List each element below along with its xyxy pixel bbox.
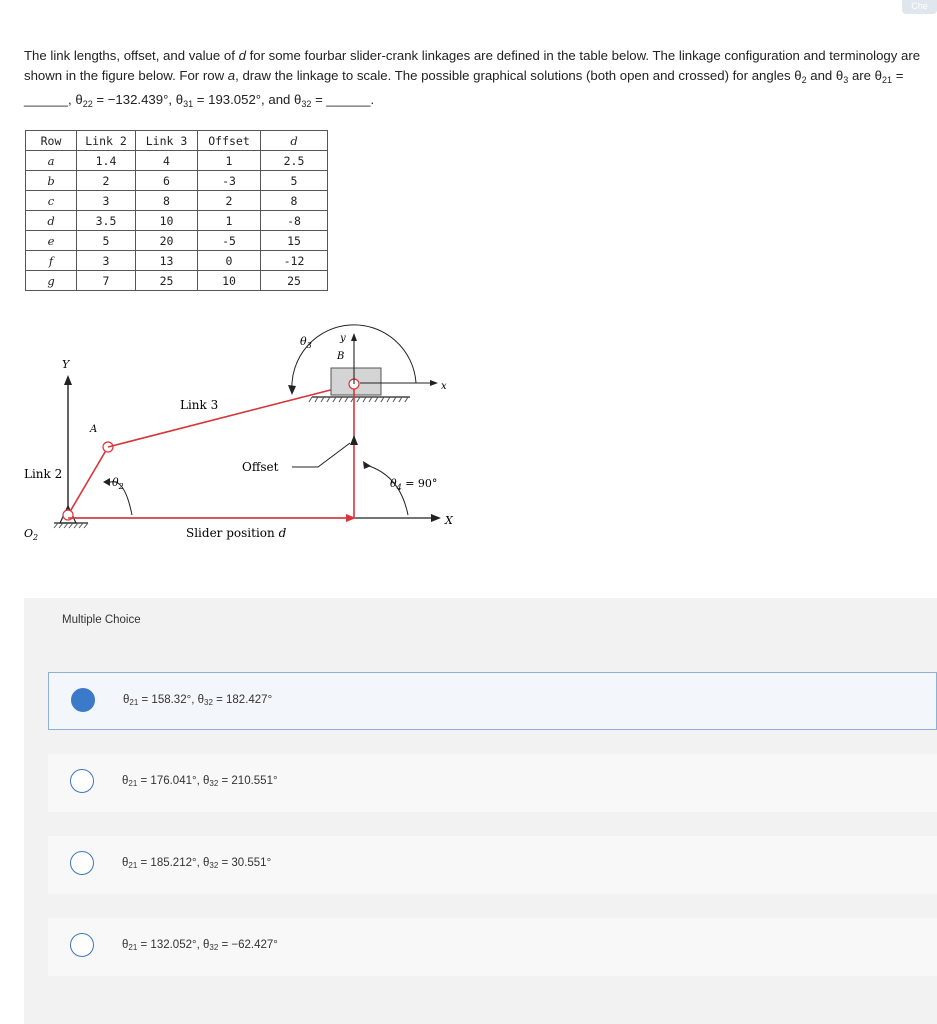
offset-leader	[292, 443, 350, 467]
table-cell: 13	[136, 251, 198, 271]
header-row: Row	[26, 131, 77, 151]
table-row	[26, 151, 328, 171]
local-x-arrow	[430, 380, 438, 386]
slider-position-label: Slider position d	[186, 526, 287, 540]
multiple-choice-label: Multiple Choice	[62, 614, 141, 626]
table-row-label: d	[26, 211, 77, 231]
table-cell: 5	[261, 171, 328, 191]
question-text: The link lengths, offset, and value of d for some fourbar slider-crank linkages are defined in the table below. The linkage configuration and terminology are shown in the figure below. For row a, draw the linkage to scale. The possible graphical solutions (both open and crossed) for angles $\theta_2$ and $\theta_3$ are $\theta_{21}$ = ______, $\theta_{22} = -132.439^\circ$, $\theta_{31} = 193.052^\circ$, and $\theta_{32}$ = ______.	[24, 48, 921, 109]
table-cell: 10	[198, 271, 261, 291]
table-cell: 3	[77, 251, 136, 271]
table-cell: 20	[136, 231, 198, 251]
table-cell: -3	[198, 171, 261, 191]
x-axis-arrow	[431, 514, 441, 522]
theta4-label: $\theta_4 = 90^\circ$	[390, 477, 438, 492]
table-row-label: e	[26, 231, 77, 251]
table-row	[26, 271, 328, 291]
table-row	[26, 231, 328, 251]
theta2-label: $\theta_2$	[112, 476, 124, 491]
offset-label: Offset	[242, 460, 279, 474]
radio-button-3[interactable]	[70, 851, 94, 875]
table-cell: 2	[198, 191, 261, 211]
table-cell: 6	[136, 171, 198, 191]
check-button[interactable]: Che	[902, 0, 937, 14]
local-y-arrow	[351, 333, 357, 341]
header-offset: Offset	[198, 131, 261, 151]
link3-label: Link 3	[180, 398, 219, 412]
table-cell: 25	[136, 271, 198, 291]
table-row	[26, 171, 328, 191]
table-cell: 2.5	[261, 151, 328, 171]
answer-option-1[interactable]	[48, 672, 937, 730]
answer-option-4[interactable]	[48, 918, 937, 976]
radio-button-1[interactable]	[71, 688, 95, 712]
local-y-label: y	[340, 333, 346, 344]
table-cell: 7	[77, 271, 136, 291]
table-cell: 5	[77, 231, 136, 251]
link3-line	[108, 384, 354, 447]
table-row-label: a	[26, 151, 77, 171]
radio-button-2[interactable]	[70, 769, 94, 793]
theta2-arrow-icon	[103, 478, 110, 486]
table-cell: 1.4	[77, 151, 136, 171]
slider-ground-hatch	[309, 397, 408, 402]
table-header-row	[26, 131, 328, 151]
link2-label: Link 2	[24, 467, 63, 481]
local-x-label: x	[441, 381, 447, 392]
o2-label: $O_2$	[24, 527, 39, 542]
theta3-arrow-icon	[288, 385, 296, 395]
table-row	[26, 251, 328, 271]
y-axis-label: Y	[62, 358, 70, 371]
linkage-table	[25, 130, 328, 291]
theta3-label: $\theta_3$	[300, 335, 312, 350]
answer-option-2-text: $\theta_{21} = 176.041^\circ$, $\theta_{32} = 210.551^\circ$	[122, 775, 278, 788]
answer-option-1-text: $\theta_{21} = 158.32^\circ$, $\theta_{32} = 182.427^\circ$	[123, 694, 273, 707]
header-link3: Link 3	[136, 131, 198, 151]
table-row-label: b	[26, 171, 77, 191]
table-row	[26, 211, 328, 231]
table-cell: 1	[198, 151, 261, 171]
point-a-label: A	[90, 424, 98, 435]
table-cell: 8	[136, 191, 198, 211]
table-cell: -8	[261, 211, 328, 231]
table-cell: 0	[198, 251, 261, 271]
table-cell: -5	[198, 231, 261, 251]
theta4-arrow-icon	[363, 461, 371, 469]
table-cell: 8	[261, 191, 328, 211]
table-cell: 3.5	[77, 211, 136, 231]
table-cell: 3	[77, 191, 136, 211]
link2-line	[68, 447, 108, 515]
answer-option-4-text: $\theta_{21} = 132.052^\circ$, $\theta_{32} = -62.427^\circ$	[122, 939, 278, 952]
table-row-label: c	[26, 191, 77, 211]
table-cell: 2	[77, 171, 136, 191]
table-cell: -12	[261, 251, 328, 271]
linkage-diagram	[20, 325, 453, 555]
y-axis-arrow	[64, 375, 72, 385]
table-cell: 15	[261, 231, 328, 251]
table-cell: 25	[261, 271, 328, 291]
table-cell: 4	[136, 151, 198, 171]
table-row-label: g	[26, 271, 77, 291]
table-cell: 10	[136, 211, 198, 231]
answer-option-2[interactable]	[48, 754, 937, 812]
header-d: d	[261, 131, 328, 151]
answer-option-3-text: $\theta_{21} = 185.212^\circ$, $\theta_{32} = 30.551^\circ$	[122, 857, 272, 870]
offset-arrow-up	[350, 435, 358, 445]
table-row	[26, 191, 328, 211]
table-cell: 1	[198, 211, 261, 231]
answer-option-3[interactable]	[48, 836, 937, 894]
radio-button-4[interactable]	[70, 933, 94, 957]
header-link2: Link 2	[77, 131, 136, 151]
table-row-label: f	[26, 251, 77, 271]
x-axis-label: X	[445, 514, 453, 527]
point-b-label: B	[337, 351, 345, 362]
